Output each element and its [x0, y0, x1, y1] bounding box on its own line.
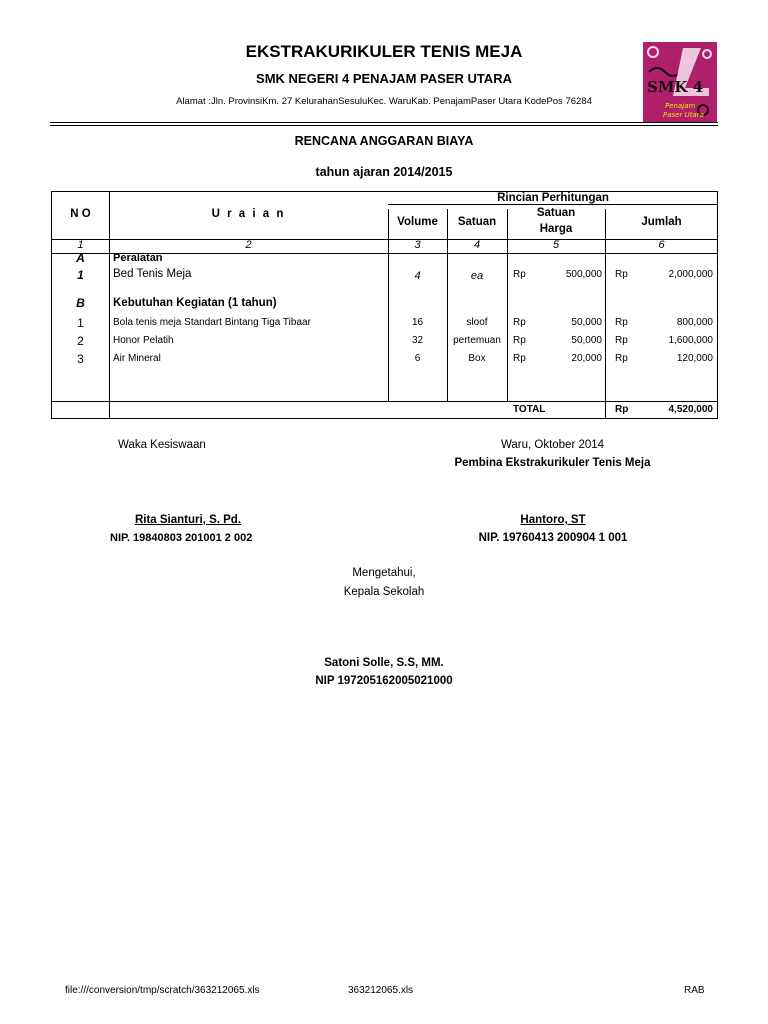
row-rp: Rp [513, 269, 526, 280]
total-label: TOTAL [513, 404, 546, 415]
row-harga: 50,000 [571, 335, 602, 346]
section-code: B [76, 296, 85, 310]
acknowledgement-label: Mengetahui, [352, 567, 416, 579]
row-harga: 500,000 [565, 269, 602, 280]
col-number: 5 [552, 239, 560, 251]
document-heading: EKSTRAKURIKULER TENIS MEJA [245, 42, 523, 61]
row-rp: Rp [615, 353, 628, 364]
header-uraian: U r a i a n [211, 208, 286, 220]
row-no: 1 [77, 316, 84, 330]
header-volume: Volume [397, 216, 438, 228]
row-jumlah: 2,000,000 [668, 269, 713, 280]
header-satuan-harga-line1: Satuan [536, 207, 576, 219]
footer-path: file:///conversion/tmp/scratch/363212065.xls [65, 985, 260, 996]
row-no: 3 [77, 352, 84, 366]
row-no: 1 [77, 268, 84, 282]
row-uraian: Bed Tenis Meja [113, 268, 192, 280]
left-signatory-name: Rita Sianturi, S. Pd. [134, 514, 242, 526]
section-label: Kebutuhan Kegiatan (1 tahun) [113, 297, 277, 309]
school-address: Alamat :Jln. ProvinsiKm. 27 KelurahanSesuluKec. WaruKab. PenajamPaser Utara KodePos 76284 [176, 96, 592, 107]
principal-nip: NIP 197205162005021000 [315, 675, 453, 687]
row-uraian: Bola tenis meja Standart Bintang Tiga Tibaar [113, 317, 311, 328]
header-rincian: Rincian Perhitungan [497, 192, 609, 204]
svg-text:Penajam: Penajam [665, 102, 696, 110]
total-rp: Rp [615, 404, 629, 415]
col-number: 3 [414, 239, 421, 251]
col-number: 1 [77, 239, 84, 251]
total-value: 4,520,000 [668, 404, 713, 415]
footer-filename: 363212065.xls [348, 985, 414, 996]
row-rp: Rp [615, 269, 628, 280]
section-label: Peralatan [113, 252, 163, 264]
table-col-line [447, 209, 448, 401]
right-signatory-nip: NIP. 19760413 200904 1 001 [478, 532, 628, 544]
row-harga: 20,000 [571, 353, 602, 364]
row-volume: 4 [414, 270, 421, 282]
col-number: 4 [473, 239, 481, 251]
row-jumlah: 800,000 [676, 317, 713, 328]
row-jumlah: 1,600,000 [668, 335, 713, 346]
svg-text:Paser Utara: Paser Utara [663, 111, 704, 119]
left-signatory-nip: NIP. 19840803 201001 2 002 [110, 532, 253, 544]
principal-role: Kepala Sekolah [343, 586, 425, 598]
school-logo [643, 42, 717, 122]
header-satuan-harga-line2: Harga [539, 223, 573, 235]
row-satuan: pertemuan [453, 335, 501, 346]
header-divider-thick [50, 125, 718, 126]
row-volume: 16 [411, 317, 424, 328]
table-col-line [388, 209, 389, 401]
table-col-line [109, 192, 110, 418]
academic-year: tahun ajaran 2014/2015 [315, 165, 453, 179]
col-number: 2 [245, 239, 252, 251]
budget-table [51, 191, 718, 419]
place-date: Waru, Oktober 2014 [500, 439, 605, 451]
table-row-line [52, 401, 717, 402]
row-jumlah: 120,000 [676, 353, 713, 364]
row-volume: 32 [411, 335, 424, 346]
budget-title: RENCANA ANGGARAN BIAYA [294, 134, 474, 148]
table-col-line [507, 209, 508, 401]
row-no: 2 [77, 334, 84, 348]
svg-text:SMK 4: SMK 4 [647, 78, 704, 96]
row-harga: 50,000 [571, 317, 602, 328]
row-volume: 6 [414, 353, 421, 364]
col-number: 6 [658, 239, 665, 251]
header-divider [50, 122, 718, 123]
row-uraian: Air Mineral [113, 353, 161, 364]
table-row-line [388, 204, 717, 205]
header-jumlah: Jumlah [641, 216, 682, 228]
row-satuan: Box [468, 353, 486, 364]
footer-sheet: RAB [684, 985, 705, 996]
header-no: N O [70, 208, 91, 220]
row-rp: Rp [615, 317, 628, 328]
row-satuan: sloof [466, 317, 488, 328]
row-rp: Rp [615, 335, 628, 346]
school-name: SMK NEGERI 4 PENAJAM PASER UTARA [256, 71, 512, 86]
row-rp: Rp [513, 317, 526, 328]
header-satuan: Satuan [457, 216, 497, 228]
principal-name: Satoni Solle, S.S, MM. [324, 657, 444, 669]
row-satuan: ea [470, 270, 484, 282]
row-rp: Rp [513, 335, 526, 346]
section-code: A [76, 251, 85, 265]
right-role: Pembina Ekstrakurikuler Tenis Meja [454, 457, 651, 469]
row-uraian: Honor Pelatih [113, 335, 174, 346]
right-signatory-name: Hantoro, ST [520, 514, 586, 526]
row-rp: Rp [513, 353, 526, 364]
left-role: Waka Kesiswaan [118, 439, 206, 451]
